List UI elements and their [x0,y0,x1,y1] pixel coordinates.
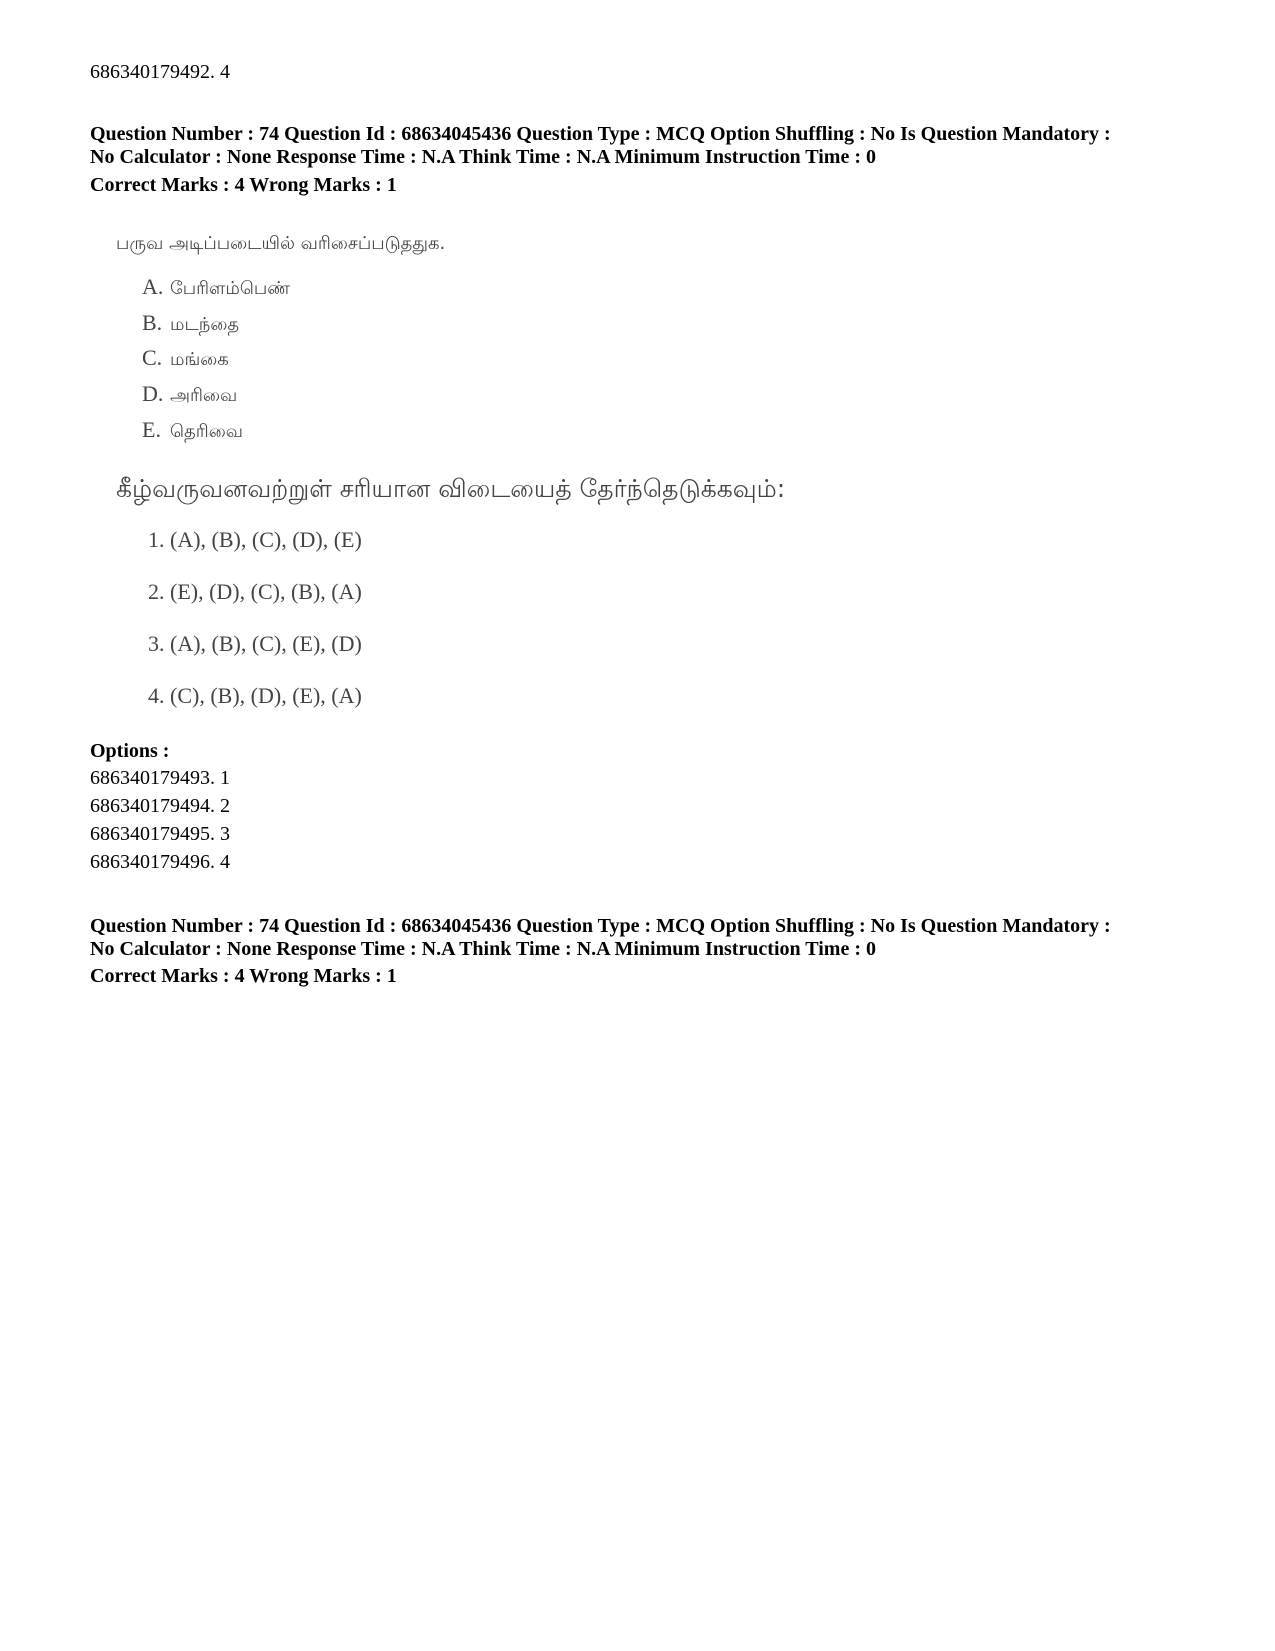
statement-text: மங்கை [170,349,229,370]
question-header-line2: No Calculator : None Response Time : N.A Think Time : N.A Minimum Instruction Time : 0 [90,146,876,168]
statement-e [142,417,243,445]
answer-choice-1: 1. (A), (B), (C), (D), (E) [148,527,362,552]
statement-text: மடந்தை [170,314,240,335]
question-prompt: பருவ அடிப்படையில் வரிசைப்படுததுக. [116,233,446,254]
option-item-1: 686340179493. 1 [90,767,230,789]
answer-choice-4: 4. (C), (B), (D), (E), (A) [148,683,362,708]
statement-text: பேரிளம்பெண் [170,278,291,299]
question-instruction: கீழ்வருவனவற்றுள் சரியான விடையைத் தேர்ந்தெடுக்கவும்: [116,474,786,503]
question-header-line1: Question Number : 74 Question Id : 68634045436 Question Type : MCQ Option Shuffling : No Is Question Mandatory : [90,123,1111,145]
option-item-4: 686340179496. 4 [90,851,230,873]
answer-choice-3: 3. (A), (B), (C), (E), (D) [148,631,362,656]
next-question-header-line1: Question Number : 74 Question Id : 68634045436 Question Type : MCQ Option Shuffling : No Is Question Mandatory : [90,915,1111,937]
next-question-header-line2: No Calculator : None Response Time : N.A Think Time : N.A Minimum Instruction Time : 0 [90,938,876,960]
option-item-3: 686340179495. 3 [90,823,230,845]
option-item-2: 686340179494. 2 [90,795,230,817]
statement-letter: A. [142,274,164,299]
statement-text: அரிவை [170,385,238,406]
statement-d [142,381,237,409]
statement-text: தெரிவை [170,421,243,442]
statement-a [142,274,290,302]
answer-choice-2: 2. (E), (D), (C), (B), (A) [148,579,362,604]
statement-c [142,345,229,373]
options-label: Options : [90,740,170,762]
question-body [112,224,932,754]
statement-letter: D. [142,381,164,406]
statement-letter: E. [142,417,161,442]
previous-option-line: 686340179492. 4 [90,61,230,83]
statement-letter: B. [142,310,163,335]
statement-letter: C. [142,345,163,370]
next-question-marks: Correct Marks : 4 Wrong Marks : 1 [90,965,397,987]
statement-b [142,310,239,338]
question-marks: Correct Marks : 4 Wrong Marks : 1 [90,174,397,196]
